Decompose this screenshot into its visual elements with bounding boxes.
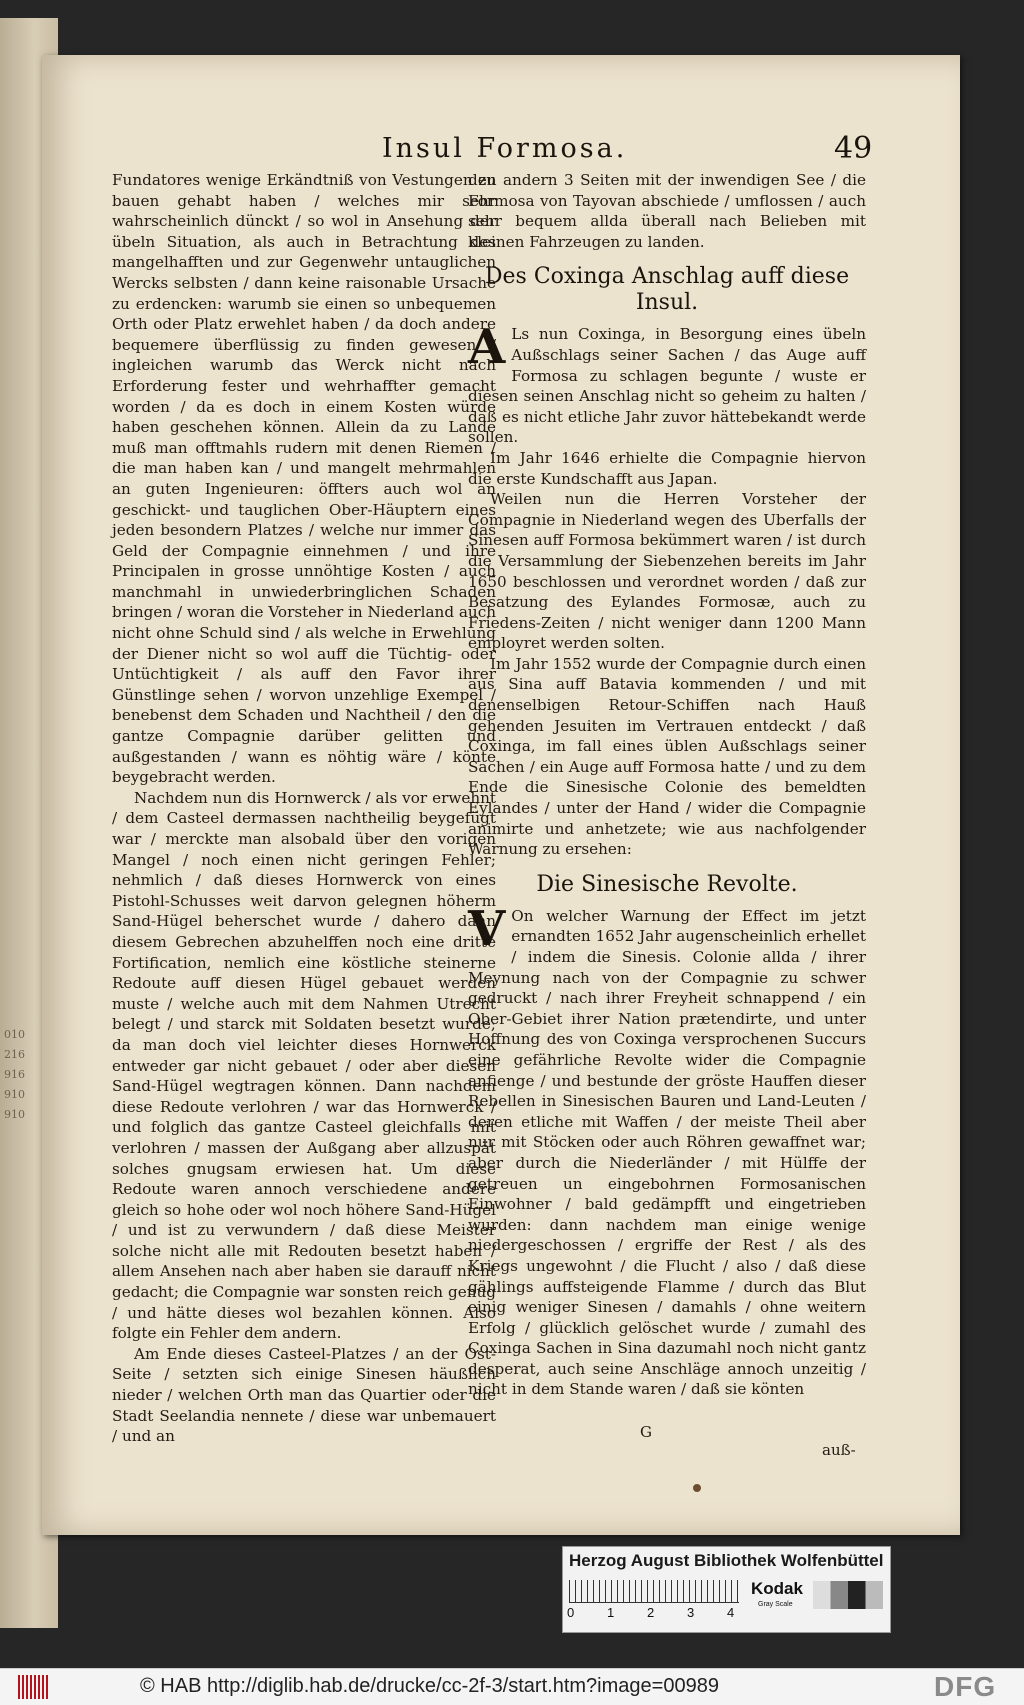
drop-cap: A	[468, 319, 506, 376]
scale-ruler	[569, 1580, 739, 1603]
kodak-logo: Kodak	[751, 1579, 803, 1598]
edge-glyph: 216	[4, 1048, 25, 1061]
ink-spot	[693, 1484, 701, 1492]
paragraph: Nachdem nun dis Hornwerck / als vor erwehnt / dem Casteel dermassen nachtheilig beygefügt war / merckte man alsobald über den vorigen Mangel / noch einen nicht geringen Fehler; nehmlich / daß dieses Hornwerck von eines Pistohl-Schusses weit darvon gelegnen höherm Sand-Hügel beherschet wurde / dahero dann diesem Gebrechen abzuhelffen noch eine dritte Fortification, nemlich eine köstliche steinerne Redoute auff diesen Hügel gebauet werden muste / welche auch mit dem Nahmen Utrecht belegt / und starck mit Soldaten besetzt wurde; da man doch viel leichter dieses Hornwerck entweder gar nicht gebauet / oder aber diesen Sand-Hügel wegtragen können. Dann nachdem diese Redoute verlohren / war das Hornwerck / und folglich das gantze Casteel gleichfalls mit verlohren / massen der Außgang aber allzuspät solches gnugsam erwiesen hat. Um diese Redoute waren annoch verschiedene andere gleich so hohe oder wol noch höhere Sand-Hügel / und ist zu verwundern / daß diese Meister solche nicht alle mit Redouten besetzt haben / allem Ansehen nach aber haben sie darauff nicht gedacht; die Compagnie war sonsten reich genug / und hätte dieses wol bezahlen können. Also folgte ein Fehler dem andern.	[112, 788, 496, 1343]
color-calibration-card	[562, 1546, 891, 1633]
paragraph	[468, 900, 866, 1400]
ruler-number: 3	[687, 1605, 695, 1620]
book-page	[42, 55, 960, 1535]
edge-glyph: 010	[4, 1028, 25, 1041]
catchword: auß-	[822, 1441, 856, 1459]
ruler-number: 1	[607, 1605, 615, 1620]
ruler-number: 0	[567, 1605, 575, 1620]
paragraph: Weilen nun die Herren Vorsteher der Compagnie in Niederland wegen des Uberfalls der Sinesen auff Formosa bekümmert waren / ist durch die Versammlung der Siebenzehen bereits im Jahr 1650 beschlossen und verordnet worden / daß zur Besatzung des Eylandes Formosæ, auch zu Friedens-Zeiten / nicht weniger dann 1200 Mann employret werden solten.	[468, 490, 866, 653]
edge-glyph: 910	[4, 1088, 25, 1101]
paragraph: Fundatores wenige Erkändtniß von Vestungen zu bauen gehabt haben / welches mir sehr wahrscheinlich dünckt / so wol in Ansehung der übeln Situation, als auch in Betrachtung des mangelhafften und zur Gegenwehr untauglichen Wercks selbsten / dann keine raisonable Ursache zu erdencken: warumb sie einen so unbequemen Orth oder Platz erwehlet haben / da doch andere bequemere überflüssig zu finden gewesen / ingleichen warumb das Werck nicht nach Erforderung fester und wehrhaffter gemacht worden / da es doch in einem Kosten würde haben geschehen können. Allein da zu Lande muß man offtmahls rudern mit denen Riemen / die man haben kan / und mangelt mehrmahlen an guten Ingenieuren: öffters auch wol an geschickt- und tauglichen Ober-Häuptern eines jeden besondern Platzes / welche nur immer das Geld der Compagnie einnehmen / und ihre Principalen in grosse unnöhtige Kosten / auch manchmahl in unwiederbringlichen Schaden bringen / woran die Vorsteher in Niederland auch nicht ohne Schuld sind / als welche in Erwehlung der Diener nicht so wol auff die Tüchtig- oder Untüchtigkeit / als auff den Favor ihrer Günstlinge sehen / worvon unzehlige Exempel / benebenst dem Schaden und Nachtheil / den die gantze Compagnie darüber gelitten und außgestanden / wann es nöhtig wäre / könte beygebracht werden.	[112, 171, 497, 787]
running-header: Insul Formosa.	[382, 133, 628, 164]
section-heading: Die Sinesische Revolte.	[536, 871, 798, 897]
paragraph	[468, 319, 866, 448]
gray-scale-label: Gray Scale	[758, 1601, 793, 1608]
edge-glyph: 910	[4, 1108, 25, 1121]
source-url[interactable]: © HAB http://diglib.hab.de/drucke/cc-2f-3/start.htm?image=00989	[140, 1675, 719, 1697]
gray-scale-patches	[813, 1581, 883, 1609]
signature-mark: G	[640, 1423, 652, 1441]
paragraph: Im Jahr 1552 wurde der Compagnie durch einen aus Sina auff Batavia kommenden / und mit denenselbigen Retour-Schiffen nach Hauß gehenden Jesuiten im Vertrauen entdeckt / daß Coxinga, im fall eines üblen Außschlags seiner Sachen / ein Auge auff Formosa hatte / und zu dem Ende die Sinesische Colonie des bemeldten Eylandes / unter der Hand / wider die Compagnie animirte und anhetzete; wie aus nachfolgender Warnung zu ersehen:	[468, 654, 866, 859]
library-label: Herzog August Bibliothek Wolfenbüttel	[569, 1551, 884, 1570]
dfg-logo: DFG	[934, 1671, 997, 1702]
paragraph-text: On welcher Warnung der Effect im jetzt ernandten 1652 Jahr augenscheinlich erhellet / indem die Sinesis. Colonie allda / ihrer Meynung nach von der Compagnie zu schwer gedruckt / nach ihrer Freyheit schnappend / ein Ober-Gebiet ihrer Nation prætendirte, und unter Hoffnung des von Coxinga versprochenen Succurs eine gefährliche Revolte wider die Compagnie anfienge / und bestunde der gröste Hauffen dieser Rebellen in Sinesischen Bauren und Land-Leuten / deren etliche mit Waffen / der meiste Theil aber nur mit Stöcken oder auch Röhren gewaffnet war; aber durch die Niederländer / mit Hülffe der getreuen un eingebohrnen Formosanischen Einwohner / bald gedämpfft und eingetrieben wurden: dann nachdem man einige wenige niedergeschossen / ergriffe der Rest / als des Kriegs ungewohnt / die Flucht / also / daß diese gählings auffsteigende Flamme / durch das Blut einig weniger Sinesen / damahls / ohne weitern Erfolg / glücklich gelöschet wurde / zumahl des Coxinga Sachen in Sina dazumahl noch nicht gantz desperat, auch seine Anschläge annoch unzeitig / nicht in dem Stande waren / daß sie könten	[468, 906, 866, 1399]
paragraph: den andern 3 Seiten mit der inwendigen See / die Formosa von Tayovan abschiede / umflossen / auch sehr bequem allda überall nach Belieben mit kleinen Fahrzeugen zu landen.	[468, 171, 866, 251]
page-number: 49	[834, 131, 873, 166]
edge-glyph: 916	[4, 1068, 25, 1081]
paragraph: Im Jahr 1646 erhielte die Compagnie hiervon die erste Kundschafft aus Japan.	[468, 448, 866, 488]
right-column	[468, 170, 866, 1400]
drop-cap: V	[468, 900, 506, 957]
left-column	[112, 170, 496, 1447]
paragraph-text: Ls nun Coxinga, in Besorgung eines übeln Außschlags seiner Sachen / das Auge auff Formosa zu schlagen begunte / wuste er diesen seinen Anschlag nicht so geheim zu halten / daß es nicht etliche Jahr zuvor hättebekandt werde sollen.	[468, 325, 866, 447]
ruler-number: 2	[647, 1605, 655, 1620]
ruler-number: 4	[727, 1605, 735, 1620]
footer-bar	[0, 1668, 1024, 1705]
paragraph: Am Ende dieses Casteel-Platzes / an der Ost-Seite / setzten sich einige Sinesen häußlich nieder / welchen Orth man das Quartier oder die Stadt Seelandia nennete / diese war unbemauert / und an	[112, 1344, 496, 1446]
hab-barcode-icon	[18, 1675, 48, 1699]
section-heading: Des Coxinga Anschlag auff diese Insul.	[484, 264, 850, 316]
